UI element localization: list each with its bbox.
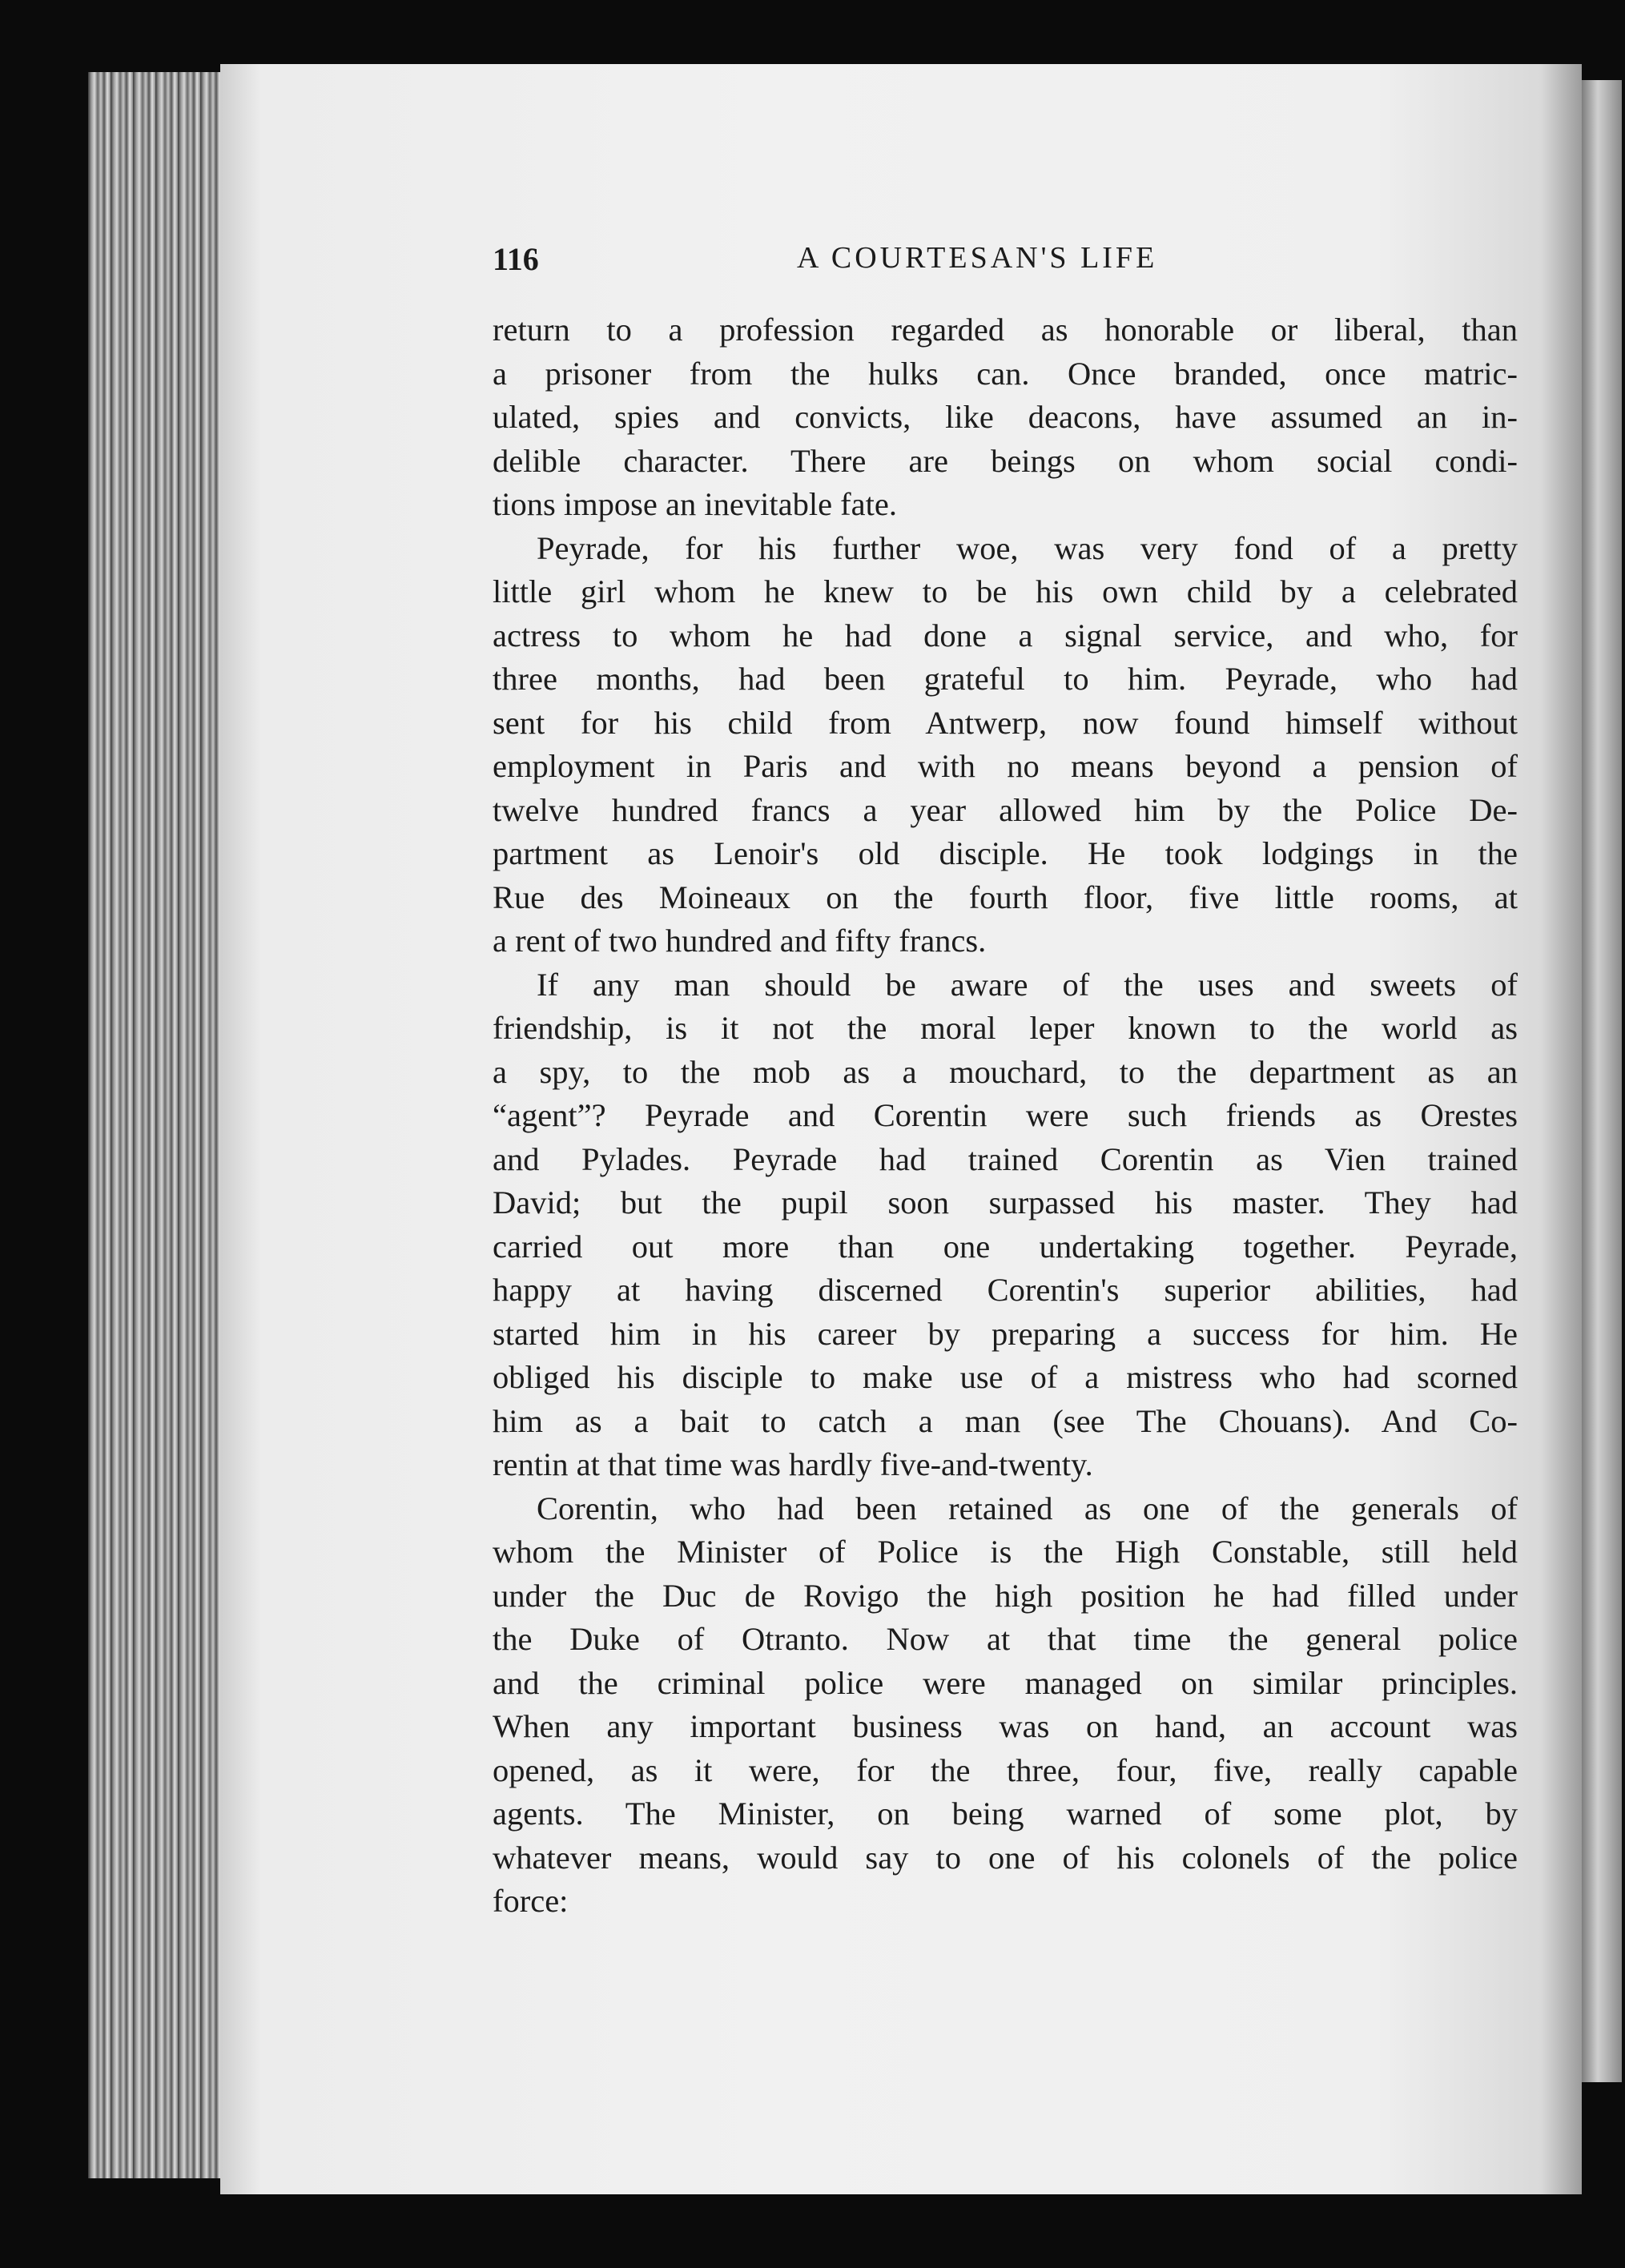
text-line: rentin at that time was hardly five-and-twenty. [493, 1446, 1093, 1482]
page-number: 116 [493, 241, 539, 277]
book-right-edge [1582, 80, 1622, 2082]
text-line: Rue des Moineaux on the fourth floor, five little rooms, at [493, 879, 1518, 915]
text-line: actress to whom he had done a signal service, and who, for [493, 617, 1518, 653]
paragraph [493, 308, 1518, 527]
book-page-edges [88, 72, 224, 2178]
text-line: David; but the pupil soon surpassed his master. They had [493, 1184, 1518, 1220]
text-line: Peyrade, for his further woe, was very fond of a pretty [537, 529, 1518, 566]
text-line: a prisoner from the hulks can. Once branded, once matric- [493, 355, 1518, 392]
text-line: under the Duc de Rovigo the high position he had filled under [493, 1577, 1518, 1614]
text-line: delible character. There are beings on whom social condi- [493, 442, 1518, 479]
text-line: return to a profession regarded as honorable or liberal, than [493, 312, 1518, 348]
text-line: whatever means, would say to one of his colonels of the police [493, 1839, 1518, 1876]
text-line: and the criminal police were managed on similar principles. [493, 1664, 1518, 1701]
text-line: obliged his disciple to make use of a mistress who had scorned [493, 1359, 1518, 1395]
text-line: twelve hundred francs a year allowed him by the Police De- [493, 791, 1518, 828]
text-line: a rent of two hundred and fifty francs. [493, 923, 987, 959]
text-line: the Duke of Otranto. Now at that time the general police [493, 1621, 1518, 1657]
text-line: started him in his career by preparing a success for him. He [493, 1315, 1518, 1352]
text-line: opened, as it were, for the three, four, five, really capable [493, 1751, 1518, 1788]
text-line: sent for his child from Antwerp, now found himself without [493, 704, 1518, 741]
text-line: little girl whom he knew to be his own child by a celebrated [493, 573, 1518, 609]
text-line: whom the Minister of Police is the High Constable, still held [493, 1534, 1518, 1570]
page-header [493, 240, 1582, 288]
paragraph [493, 963, 1518, 1487]
text-line: tions impose an inevitable fate. [493, 486, 897, 522]
text-line: If any man should be aware of the uses and sweets of [537, 966, 1518, 1003]
text-line: him as a bait to catch a man (see The Chouans). And Co- [493, 1402, 1518, 1439]
paragraph [493, 1487, 1518, 1924]
text-line: happy at having discerned Corentin's superior abilities, had [493, 1272, 1518, 1308]
text-line: carried out more than one undertaking together. Peyrade, [493, 1228, 1518, 1265]
text-line: force: [493, 1883, 569, 1919]
text-line: employment in Paris and with no means beyond a pension of [493, 748, 1518, 784]
text-line: Corentin, who had been retained as one of the generals of [537, 1490, 1518, 1526]
text-line: and Pylades. Peyrade had trained Corentin as Vien trained [493, 1140, 1518, 1177]
text-line: partment as Lenoir's old disciple. He took lodgings in the [493, 835, 1518, 871]
text-line: a spy, to the mob as a mouchard, to the department as an [493, 1053, 1518, 1090]
body-text [493, 308, 1518, 1924]
text-line: friendship, is it not the moral leper known to the world as [493, 1010, 1518, 1046]
text-line: ulated, spies and convicts, like deacons, have assumed an in- [493, 399, 1518, 435]
text-line: agents. The Minister, on being warned of some plot, by [493, 1796, 1518, 1832]
text-line: three months, had been grateful to him. Peyrade, who had [493, 661, 1518, 697]
running-title: A COURTESAN'S LIFE [797, 241, 1158, 275]
paragraph [493, 527, 1518, 963]
text-line: When any important business was on hand, an account was [493, 1708, 1518, 1744]
text-line: “agent”? Peyrade and Corentin were such friends as Orestes [493, 1097, 1518, 1133]
